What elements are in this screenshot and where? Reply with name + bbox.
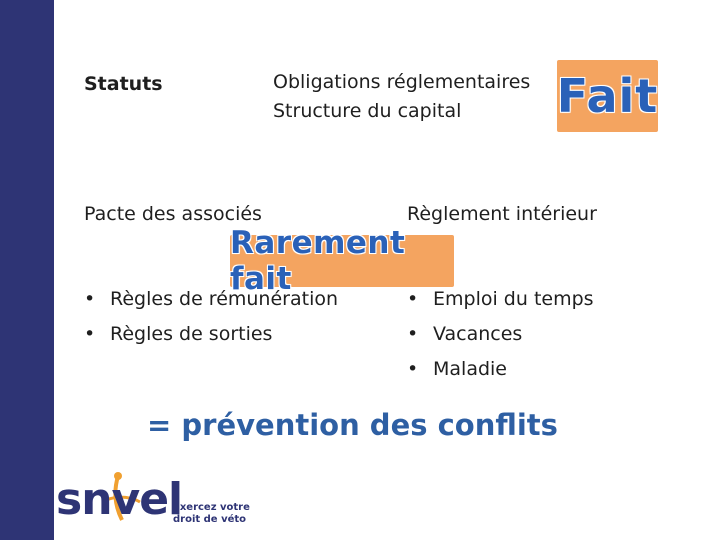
fait-stamp <box>557 60 658 132</box>
list-item <box>407 352 594 387</box>
list-item-text: Règles de sorties <box>110 323 273 345</box>
list-item <box>84 282 338 317</box>
list-item-text: Maladie <box>433 358 507 380</box>
pacte-label: Pacte des associés <box>84 203 262 225</box>
list-item <box>407 317 594 352</box>
list-item-text: Règles de rémunération <box>110 288 339 310</box>
list-item <box>407 282 594 317</box>
bullet-icon: • <box>407 288 419 310</box>
bullet-icon: • <box>407 358 419 380</box>
list-item-text: Emploi du temps <box>433 288 594 310</box>
list-item <box>84 317 338 352</box>
list-item-text: Vacances <box>433 323 523 345</box>
left-bullet-list <box>84 282 338 352</box>
fait-stamp-text: Fait <box>556 69 659 123</box>
logo-tagline-line2: droit de véto <box>173 514 247 525</box>
logo-tagline <box>173 502 250 526</box>
bullet-icon: • <box>84 323 96 345</box>
right-bullet-list <box>407 282 594 387</box>
logo-tagline-line1: Exercez votre <box>173 502 250 513</box>
conclusion-text: = prévention des conflits <box>147 408 558 442</box>
snvel-logo <box>56 470 266 538</box>
obligations-line2: Structure du capital <box>273 100 462 122</box>
rarement-fait-stamp <box>230 225 454 297</box>
statuts-label: Statuts <box>84 73 163 95</box>
bullet-icon: • <box>407 323 419 345</box>
bullet-icon: • <box>84 288 96 310</box>
logo-wordmark: snvel <box>56 474 183 525</box>
rarement-fait-stamp-text: Rarement fait <box>230 225 406 297</box>
left-sidebar-band <box>0 0 54 540</box>
obligations-line1: Obligations réglementaires <box>273 71 531 93</box>
reglement-label: Règlement intérieur <box>407 203 597 225</box>
